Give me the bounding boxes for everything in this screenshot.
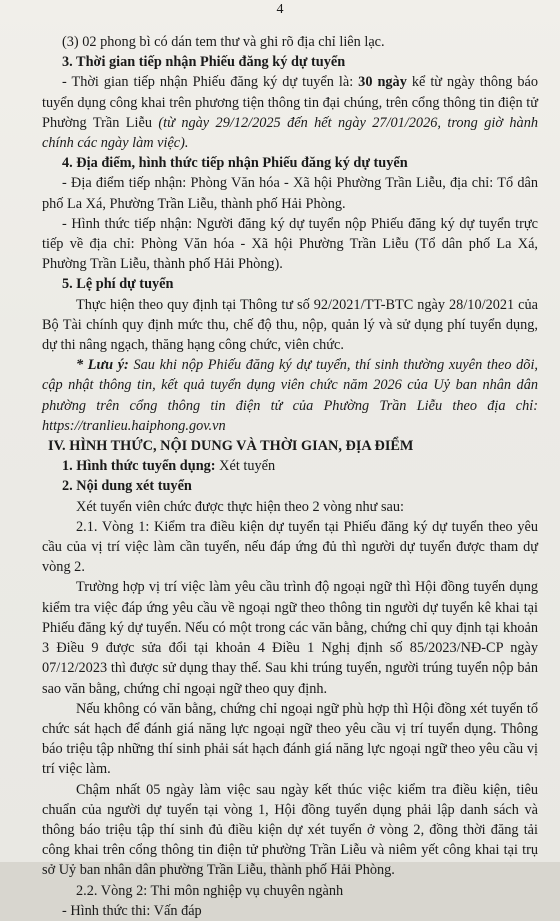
- paragraph-receive-method: - Hình thức tiếp nhận: Người đăng ký dự tuyển nộp Phiếu đăng ký dự tuyển trực tiếp về địa chỉ: Phòng Văn hóa - Xã hội Phường Trần Liễu (Tổ dân phố La Xá, Phường Trần Liễu, thành phố Hải Phòng).: [42, 215, 538, 273]
- heading-recruitment-form: [42, 456, 538, 476]
- paragraph-round-2-notice: Chậm nhất 05 ngày làm việc sau ngày kết thúc việc kiểm tra điều kiện, tiêu chuẩn của người dự tuyển tại vòng 1, Hội đồng tuyển dụng phải lập danh sách và thông báo triệu tập thí sinh đủ điều kiện dự xét tuyển ở vòng 2, đồng thời đăng tải công khai trên cổng thông tin điện tử phường Trần Liễu và niêm yết công khai tại trụ sở Uỷ ban nhân dân phường Trần Liễu, thành phố Hải Phòng.: [42, 781, 538, 879]
- receive-time-lead: - Thời gian tiếp nhận Phiếu đăng ký dự tuyển là:: [62, 74, 359, 91]
- paragraph-receive-time: [42, 72, 538, 153]
- paragraph-receive-place: - Địa điểm tiếp nhận: Phòng Văn hóa - Xã hội Phường Trần Liễu, địa chỉ: Tổ dân phố La Xá, Phường Trần Liễu, thành phố Hải Phòng.: [42, 175, 538, 212]
- paragraph-envelopes: (3) 02 phong bì có dán tem thư và ghi rõ địa chỉ liên lạc.: [62, 34, 385, 50]
- heading-section-4: 4. Địa điểm, hình thức tiếp nhận Phiếu đăng ký dự tuyển: [62, 155, 408, 172]
- receive-time-body: kể từ ngày thông báo tuyển dụng công khai trên phương tiện thông tin đại chúng, trên cổng thông tin điện tử Phường Trần Liễu: [42, 74, 538, 131]
- paragraph-two-rounds: Xét tuyển viên chức được thực hiện theo 2 vòng như sau:: [76, 498, 404, 515]
- receive-time-days: 30 ngày: [358, 74, 407, 91]
- recruitment-form-label: 1. Hình thức tuyển dụng:: [62, 458, 216, 475]
- receive-time-dates: (từ ngày 29/12/2025 đến hết ngày 27/01/2026, trong giờ hành chính các ngày làm việc).: [42, 114, 538, 152]
- heading-section-5: 5. Lệ phí dự tuyển: [62, 276, 174, 293]
- paragraph-round-2: 2.2. Vòng 2: Thi môn nghiệp vụ chuyên ngành: [76, 882, 344, 899]
- heading-section-IV: IV. HÌNH THỨC, NỘI DUNG VÀ THỜI GIAN, ĐỊA ĐIỂM: [48, 438, 414, 455]
- paragraph-foreign-language: Trường hợp vị trí việc làm yêu cầu trình độ ngoại ngữ thì Hội đồng tuyển dụng kiểm tra việc đáp ứng yêu cầu về ngoại ngữ theo thông tin người dự tuyển kê khai tại Phiếu đăng ký dự tuyển. Nếu có một trong các văn bằng, chứng chỉ quy định tại khoản 3 Điều 9 được sửa đổi tại khoản 4 Điều 1 Nghị định số 85/2023/NĐ-CP ngày 07/12/2023 thì được sử dụng thay thế. Sau khi trúng tuyển, người trúng tuyển nộp bản sao văn bằng, chứng chỉ ngoại ngữ theo quy định.: [42, 579, 538, 697]
- paragraph-exam-form: - Hình thức thi: Vấn đáp: [62, 902, 202, 919]
- paragraph-language-test: Nếu không có văn bằng, chứng chỉ ngoại ngữ phù hợp thì Hội đồng xét tuyển tổ chức sát hạch để đánh giá năng lực ngoại ngữ theo yêu cầu vị trí tuyển dụng. Thông báo triệu tập những thí sinh phải sát hạch đánh giá năng lực ngoại ngữ theo yêu cầu vị trí việc làm.: [42, 700, 538, 778]
- paragraph-round-1: 2.1. Vòng 1: Kiểm tra điều kiện dự tuyển tại Phiếu đăng ký dự tuyển theo yêu cầu của vị trí việc làm cần tuyển, nếu đáp ứng đủ thì người dự tuyển được tham dự vòng 2.: [42, 518, 538, 576]
- paragraph-note: [42, 355, 538, 436]
- note-label: * Lưu ý:: [76, 357, 129, 374]
- recruitment-form-value: Xét tuyển: [215, 458, 276, 475]
- page-number: 4: [276, 2, 284, 17]
- paragraph-fee: Thực hiện theo quy định tại Thông tư số 92/2021/TT-BTC ngày 28/10/2021 của Bộ Tài chính quy định mức thu, chế độ thu, nộp, quản lý và sử dụng phí tuyển dụng, dự thi nâng ngạch, thăng hạng công chức, viên chức.: [42, 296, 538, 354]
- note-text: Sau khi nộp Phiếu đăng ký dự tuyển, thí sinh thường xuyên theo dõi, cập nhật thông tin, kết quả tuyển dụng viên chức năm 2026 của Uỷ ban nhân dân phường trên cổng thông tin điện tử của Phường Trần Liễu theo địa chỉ: https://tranlieu.haiphong.gov.vn: [42, 357, 538, 434]
- document-body: [42, 32, 538, 921]
- heading-section-3: 3. Thời gian tiếp nhận Phiếu đăng ký dự tuyển: [62, 54, 346, 71]
- heading-content: 2. Nội dung xét tuyển: [62, 478, 192, 495]
